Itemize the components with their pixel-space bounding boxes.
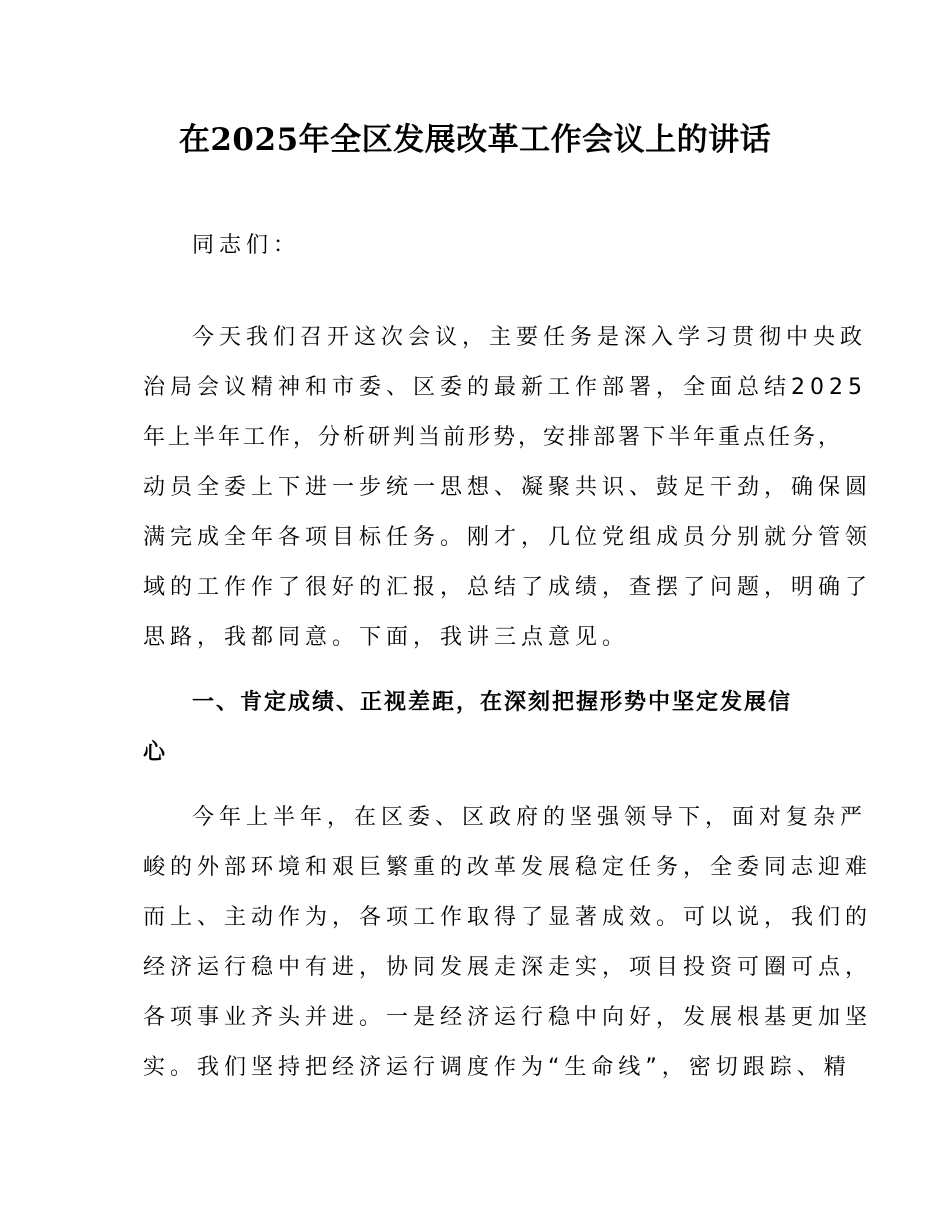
paragraph-1-line-6: 域的工作作了很好的汇报，总结了成绩，查摆了问题，明确了	[143, 575, 873, 600]
salutation: 同志们：	[192, 233, 301, 258]
section-1-heading-line-1: 一、肯定成绩、正视差距，在深刻把握形势中坚定发展信	[192, 690, 793, 715]
paragraph-1-line-4: 动员全委上下进一步统一思想、凝聚共识、鼓足干劲，确保圆	[143, 475, 873, 500]
paragraph-1-line-5: 满完成全年各项目标任务。刚才，几位党组成员分别就分管领	[143, 525, 873, 550]
paragraph-2-line-6: 实。我们坚持把经济运行调度作为“生命线”，密切跟踪、精	[143, 1055, 851, 1080]
paragraph-2-line-5: 各项事业齐头并进。一是经济运行稳中向好，发展根基更加坚	[143, 1005, 873, 1030]
paragraph-2-line-4: 经济运行稳中有进，协同发展走深走实，项目投资可圈可点，	[143, 955, 873, 980]
paragraph-2-line-1: 今年上半年，在区委、区政府的坚强领导下，面对复杂严	[192, 805, 868, 830]
paragraph-1-line-3: 年上半年工作，分析研判当前形势，安排部署下半年重点任务，	[143, 425, 844, 450]
paragraph-2-line-2: 峻的外部环境和艰巨繁重的改革发展稳定任务，全委同志迎难	[143, 855, 873, 880]
document-title: 在2025年全区发展改革工作会议上的讲话	[178, 122, 772, 158]
paragraph-1-line-7: 思路，我都同意。下面，我讲三点意见。	[143, 625, 630, 650]
section-1-heading-line-2: 心	[143, 740, 168, 765]
paragraph-1-line-1: 今天我们召开这次会议，主要任务是深入学习贯彻中央政	[192, 325, 868, 350]
paragraph-1-line-2: 治局会议精神和市委、区委的最新工作部署，全面总结2025	[143, 375, 867, 400]
paragraph-2-line-3: 而上、主动作为，各项工作取得了显著成效。可以说，我们的	[143, 905, 873, 930]
